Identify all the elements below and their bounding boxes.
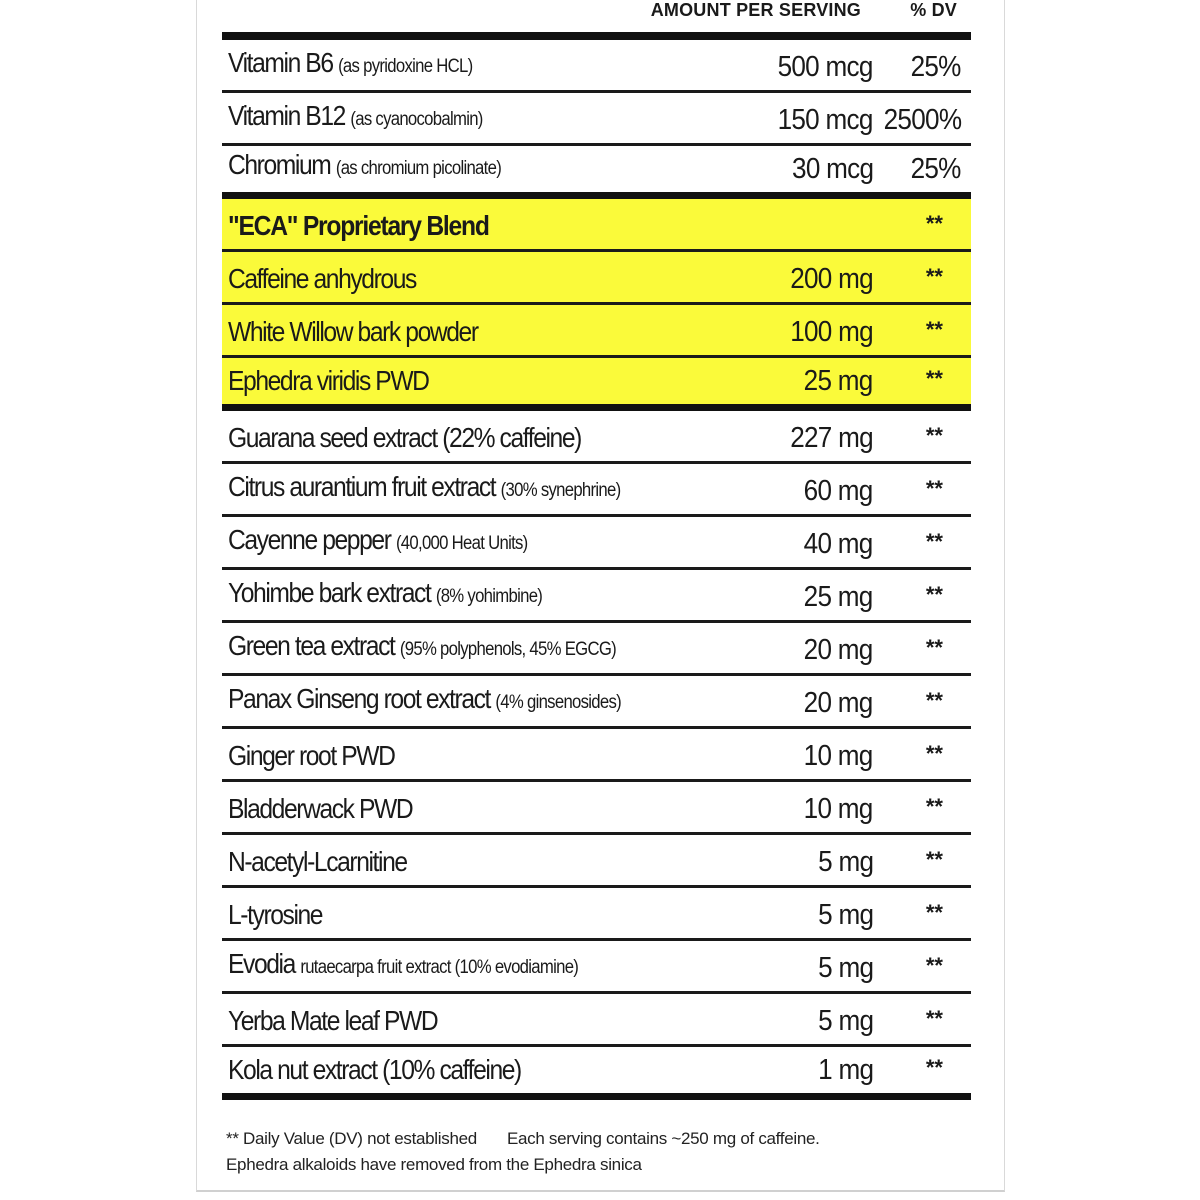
footer-line-1 [226, 1126, 986, 1152]
ingredient-qualifier: (8% yohimbine) [435, 586, 543, 607]
ingredient-main-name: Green tea extract [228, 630, 395, 661]
table-row [222, 888, 971, 941]
ingredient-main-name: Ephedra viridis PWD [228, 365, 429, 396]
amount-per-serving: 1 mg [817, 1054, 873, 1086]
amount-per-serving: 10 mg [804, 740, 873, 772]
ingredient-name [228, 525, 528, 559]
ingredient-qualifier: (40,000 Heat Units) [395, 533, 528, 554]
amount-per-serving: 20 mg [804, 687, 873, 719]
daily-value-percent: ** [925, 264, 943, 289]
daily-value-percent: ** [925, 847, 943, 872]
table-row [222, 941, 971, 994]
ingredient-main-name: Chromium [228, 149, 331, 180]
table-row [222, 729, 971, 782]
daily-value-percent: 25% [910, 153, 961, 185]
ingredient-name [228, 211, 489, 241]
caffeine-content-note: Each serving contains ~250 mg of caffeine. [506, 1129, 820, 1148]
daily-value-percent: ** [925, 529, 943, 554]
daily-value-percent: ** [925, 794, 943, 819]
amount-per-serving: 60 mg [804, 475, 873, 507]
supplement-facts-table [222, 0, 971, 1100]
ingredient-main-name: Ginger root PWD [228, 740, 395, 771]
daily-value-percent: ** [925, 211, 943, 236]
amount-per-serving: 25 mg [804, 365, 873, 397]
ingredient-name [228, 741, 394, 771]
table-row [222, 252, 971, 305]
amount-per-serving: 5 mg [817, 952, 873, 984]
dv-not-established-note: ** Daily Value (DV) not established [226, 1129, 477, 1148]
ingredient-main-name: Yerba Mate leaf PWD [228, 1005, 438, 1036]
table-row [222, 835, 971, 888]
table-row [222, 305, 971, 358]
ingredient-main-name: N-acetyl-Lcarnitine [228, 846, 407, 877]
amount-per-serving-heading: AMOUNT PER SERVING [650, 0, 861, 20]
ingredient-qualifier: rutaecarpa fruit extract (10% evodiamine) [300, 957, 579, 978]
ingredient-main-name: Kola nut extract (10% caffeine) [228, 1054, 521, 1085]
ingredient-name [228, 366, 429, 396]
daily-value-percent: ** [925, 688, 943, 713]
table-row [222, 358, 971, 411]
ingredient-qualifier: (4% ginsenosides) [495, 692, 622, 713]
table-row [222, 146, 971, 199]
ingredient-name [228, 101, 483, 135]
ingredient-name [228, 631, 616, 665]
ingredient-main-name: Vitamin B6 [228, 47, 333, 78]
ingredient-name [228, 900, 322, 930]
table-row [222, 40, 971, 93]
ingredient-main-name: Cayenne pepper [228, 524, 391, 555]
table-row [222, 517, 971, 570]
table-header [222, 0, 971, 40]
table-row [222, 994, 971, 1047]
daily-value-percent: ** [925, 741, 943, 766]
ingredient-qualifier: (as chromium picolinate) [335, 158, 502, 179]
table-row [222, 570, 971, 623]
ingredient-name [228, 472, 620, 506]
label-footer [226, 1126, 986, 1178]
table-row [222, 464, 971, 517]
daily-value-percent: ** [925, 317, 943, 342]
ingredient-main-name: White Willow bark powder [228, 316, 478, 347]
daily-value-percent: ** [925, 1006, 943, 1031]
amount-per-serving: 5 mg [817, 899, 873, 931]
amount-per-serving: 500 mcg [777, 51, 873, 83]
ingredient-qualifier: (as pyridoxine HCL) [338, 56, 473, 77]
ingredient-qualifier: (as cyanocobalmin) [350, 109, 483, 130]
table-row [222, 199, 971, 252]
ingredient-qualifier: (30% synephrine) [500, 480, 621, 501]
ingredient-name [228, 684, 621, 718]
daily-value-percent: ** [925, 635, 943, 660]
amount-per-serving: 25 mg [804, 581, 873, 613]
amount-per-serving: 5 mg [817, 846, 873, 878]
daily-value-percent: ** [925, 582, 943, 607]
daily-value-percent: ** [925, 366, 943, 391]
ingredient-rows [222, 40, 971, 1100]
daily-value-percent: ** [925, 423, 943, 448]
daily-value-percent: ** [925, 1055, 943, 1080]
ingredient-qualifier: (95% polyphenols, 45% EGCG) [399, 639, 617, 660]
ingredient-main-name: "ECA" Proprietary Blend [228, 210, 489, 241]
table-row [222, 782, 971, 835]
daily-value-heading: % DV [910, 0, 957, 20]
ingredient-main-name: Evodia [228, 948, 295, 979]
ingredient-main-name: Citrus aurantium fruit extract [228, 471, 496, 502]
ingredient-name [228, 847, 407, 877]
amount-per-serving: 40 mg [804, 528, 873, 560]
table-row [222, 623, 971, 676]
amount-per-serving: 200 mg [790, 263, 873, 295]
ingredient-name [228, 794, 412, 824]
ephedra-alkaloids-note: Ephedra alkaloids have removed from the Ephedra sinica [226, 1155, 642, 1174]
ingredient-name [228, 264, 416, 294]
table-row [222, 411, 971, 464]
ingredient-name [228, 150, 501, 184]
daily-value-percent: ** [925, 476, 943, 501]
table-row [222, 676, 971, 729]
amount-per-serving: 150 mcg [777, 104, 873, 136]
amount-per-serving: 20 mg [804, 634, 873, 666]
ingredient-name [228, 1006, 437, 1036]
ingredient-main-name: Vitamin B12 [228, 100, 345, 131]
ingredient-main-name: Bladderwack PWD [228, 793, 413, 824]
table-row [222, 93, 971, 146]
ingredient-name [228, 48, 472, 82]
ingredient-name [228, 423, 581, 453]
daily-value-percent: ** [925, 900, 943, 925]
ingredient-name [228, 317, 478, 347]
ingredient-name [228, 949, 578, 983]
amount-per-serving: 227 mg [790, 422, 873, 454]
table-row [222, 1047, 971, 1100]
ingredient-main-name: Caffeine anhydrous [228, 263, 416, 294]
amount-per-serving: 100 mg [790, 316, 873, 348]
daily-value-percent: 2500% [883, 104, 961, 136]
ingredient-main-name: L-tyrosine [228, 899, 323, 930]
ingredient-name [228, 1055, 521, 1085]
ingredient-main-name: Panax Ginseng root extract [228, 683, 490, 714]
daily-value-percent: 25% [910, 51, 961, 83]
ingredient-main-name: Yohimbe bark extract [228, 577, 431, 608]
ingredient-name [228, 578, 542, 612]
amount-per-serving: 30 mcg [791, 153, 873, 185]
ingredient-main-name: Guarana seed extract (22% caffeine) [228, 422, 581, 453]
amount-per-serving: 10 mg [804, 793, 873, 825]
daily-value-percent: ** [925, 953, 943, 978]
amount-per-serving: 5 mg [817, 1005, 873, 1037]
